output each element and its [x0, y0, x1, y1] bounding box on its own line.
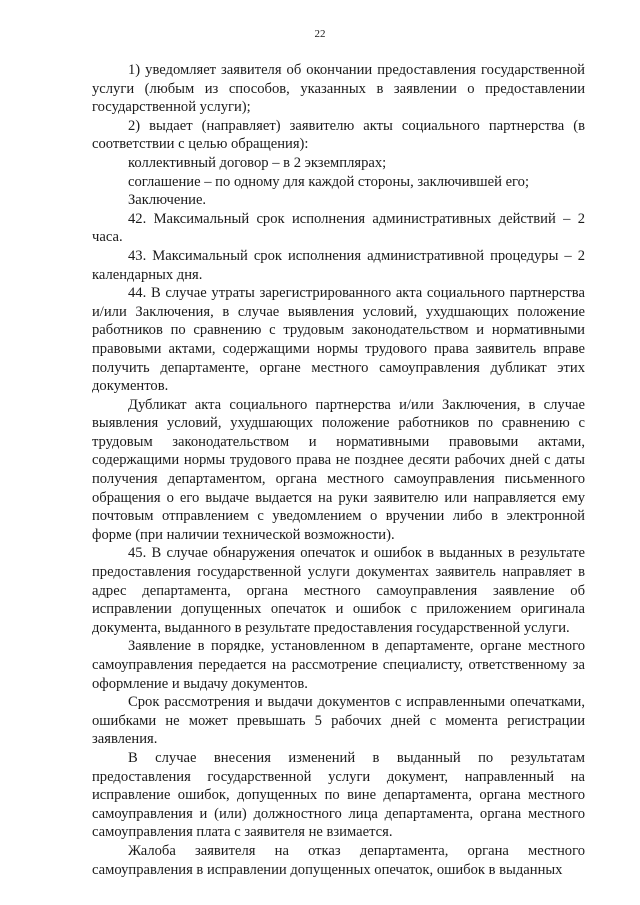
paragraph-issue-acts: 2) выдает (направляет) заявителю акты социального партнерства (в соответствии с целью обращения): [92, 117, 585, 153]
paragraph-collective-agreement: коллективный договор – в 2 экземплярах; [128, 154, 387, 171]
document-body [92, 61, 585, 879]
paragraph-complaint: Жалоба заявителя на отказ департамента, органа местного самоуправления в исправлении допущенных опечаток, ошибок в выданных [92, 842, 585, 878]
paragraph-43: 43. Максимальный срок исполнения административной процедуры – 2 календарных дня. [92, 247, 585, 283]
paragraph-42: 42. Максимальный срок исполнения административных действий – 2 часа. [92, 210, 585, 246]
paragraph-review-term: Срок рассмотрения и выдачи документов с исправленными опечатками, ошибками не может превышать 5 рабочих дней с момента регистрации заявления. [92, 694, 585, 748]
paragraph-agreement: соглашение – по одному для каждой стороны, заключившей его; [128, 173, 530, 190]
paragraph-44: 44. В случае утраты зарегистрированного акта социального партнерства и/или Заключения, в случае выявления условий, ухудшающих положение работников по сравнению с трудовым законодательством и нормативными правовыми актами, содержащими нормы трудового права заявитель вправе получить департаменте, органе местного самоуправления дубликат этих документов. [92, 285, 585, 395]
paragraph-45: 45. В случае обнаружения опечаток и ошибок в выданных в результате предоставления государственной услуги документах заявитель направляет в адрес департамента, органа местного самоуправления заявление об исправлении допущенных опечаток и ошибок с приложением оригинала документа, выданного в результате предоставления государственной услуги. [92, 545, 585, 636]
paragraph-application: Заявление в порядке, установленном в департаменте, органе местного самоуправления передается на рассмотрение специалисту, ответственному за оформление и выдачу документов. [92, 638, 585, 692]
paragraph-conclusion: Заключение. [128, 192, 207, 209]
paragraph-changes: В случае внесения изменений в выданный по результатам предоставления государственной услуги документ, направленный на исправление ошибок, допущенных по вине департамента, органа местного самоуправления и (или) должностного лица департамента, органа местного самоуправления плата с заявителя не взимается. [92, 749, 585, 841]
paragraph-notify: 1) уведомляет заявителя об окончании предоставления государственной услуги (любым из способов, указанных в заявлении о предоставлении государственной услуги); [92, 62, 585, 116]
page-number: 22 [314, 28, 326, 40]
paragraph-duplicate: Дубликат акта социального партнерства и/или Заключения, в случае выявления условий, ухудшающих положение работников по сравнению с трудовым законодательством и нормативными правовыми актами, содержащими нормы трудового права не позднее десяти рабочих дней с даты получения департаментом, органа местного самоуправления письменного обращения о его выдаче выдается на руки заявителю или направляется ему почтовым отправлением с уведомлением о вручении либо в электронной форме (при наличии технической возможности). [92, 396, 585, 543]
